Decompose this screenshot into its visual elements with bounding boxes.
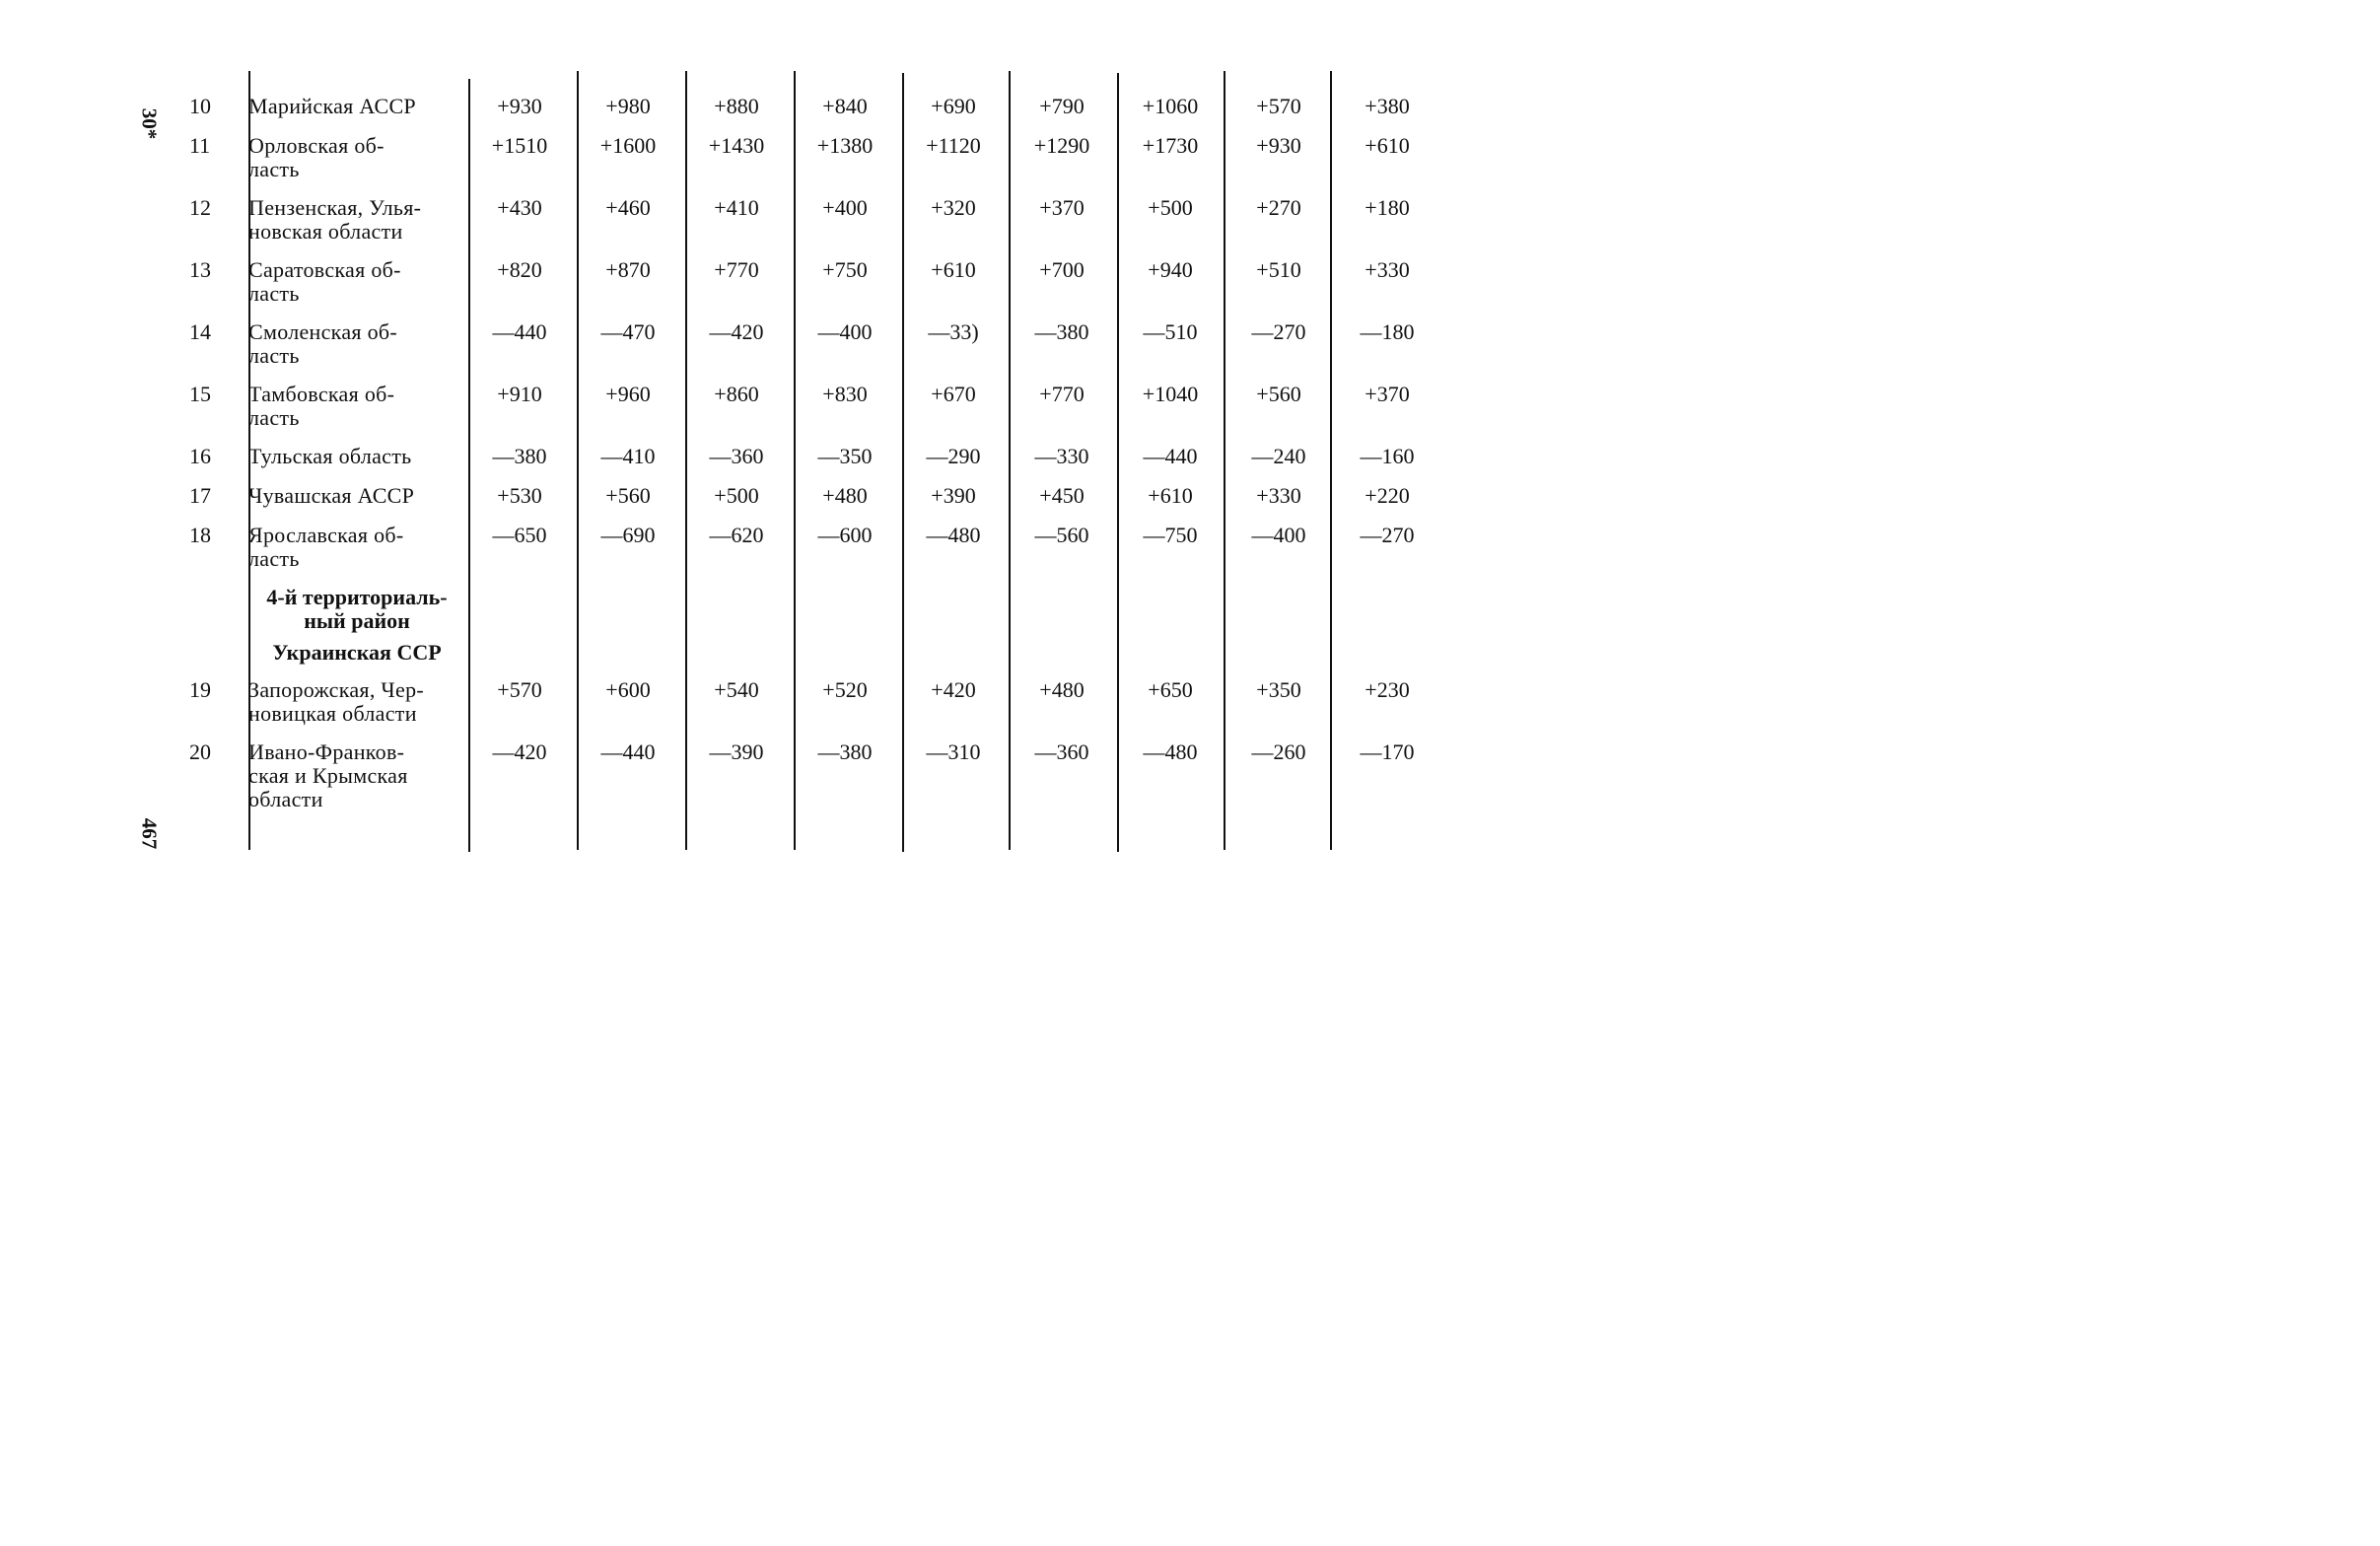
value-cell: +610 [931, 257, 976, 282]
value-cell: —690 [600, 523, 656, 547]
value-cell: —270 [1251, 319, 1306, 344]
region-name: Орловская об- ласть [248, 133, 385, 181]
value-cell: +570 [497, 677, 542, 702]
region-name: Ивано-Франков- ская и Крымская области [248, 739, 408, 811]
value-cell: +770 [714, 257, 759, 282]
empty-cell [899, 641, 1008, 678]
value-cell: +420 [931, 677, 976, 702]
row-number: 11 [189, 133, 211, 158]
page-signature-mark: 30* [137, 107, 162, 140]
value-cell: —360 [1034, 739, 1089, 764]
region-name: Марийская АССР [248, 94, 416, 118]
value-cell: —650 [492, 523, 547, 547]
value-cell: +700 [1039, 257, 1085, 282]
region-name: Пензенская, Улья- новская области [248, 195, 422, 244]
value-cell: +380 [1365, 94, 1410, 118]
row-number: 10 [189, 94, 211, 118]
value-cell: +230 [1365, 677, 1410, 702]
table-row [189, 258, 1441, 320]
row-number: 19 [189, 677, 211, 702]
value-cell: —33) [928, 319, 979, 344]
empty-cell [682, 641, 791, 678]
empty-cell [682, 586, 791, 641]
value-cell: +370 [1039, 195, 1085, 220]
value-cell: —270 [1360, 523, 1415, 547]
value-cell: +480 [822, 483, 868, 508]
empty-cell [1333, 586, 1441, 641]
empty-cell [1225, 586, 1333, 641]
value-cell: +820 [497, 257, 542, 282]
value-cell: +180 [1365, 195, 1410, 220]
value-cell: +960 [605, 382, 651, 406]
value-cell: +320 [931, 195, 976, 220]
value-cell: +840 [822, 94, 868, 118]
empty-cell [1008, 641, 1116, 678]
value-cell: +980 [605, 94, 651, 118]
empty-cell [899, 586, 1008, 641]
row-number: 13 [189, 257, 211, 282]
value-cell: —330 [1034, 444, 1089, 468]
section-subheading: Украинская ССР [272, 640, 442, 665]
value-cell: +1380 [816, 133, 874, 158]
row-number: 15 [189, 382, 211, 406]
region-name: Ярославская об- ласть [248, 523, 404, 571]
value-cell: +1040 [1142, 382, 1199, 406]
value-cell: +1430 [708, 133, 765, 158]
value-cell: +670 [931, 382, 976, 406]
value-cell: —400 [817, 319, 873, 344]
value-cell: +940 [1148, 257, 1193, 282]
value-cell: +520 [822, 677, 868, 702]
empty-cell [574, 641, 682, 678]
region-name: Смоленская об- ласть [248, 319, 398, 368]
empty-cell [189, 641, 248, 678]
value-cell: +610 [1365, 133, 1410, 158]
value-cell: +510 [1256, 257, 1301, 282]
empty-cell [465, 641, 574, 678]
value-cell: +560 [1256, 382, 1301, 406]
value-cell: +1730 [1142, 133, 1199, 158]
value-cell: +410 [714, 195, 759, 220]
region-name: Тульская область [248, 444, 412, 468]
empty-cell [1225, 641, 1333, 678]
value-cell: +460 [605, 195, 651, 220]
region-name: Запорожская, Чер- новицкая области [248, 677, 425, 726]
value-cell: —440 [600, 739, 656, 764]
value-cell: —470 [600, 319, 656, 344]
value-cell: +270 [1256, 195, 1301, 220]
value-cell: —350 [817, 444, 873, 468]
value-cell: +750 [822, 257, 868, 282]
empty-cell [465, 586, 574, 641]
empty-cell [574, 586, 682, 641]
value-cell: +770 [1039, 382, 1085, 406]
value-cell: +1600 [599, 133, 657, 158]
value-cell: +530 [497, 483, 542, 508]
value-cell: +480 [1039, 677, 1085, 702]
value-cell: +910 [497, 382, 542, 406]
value-cell: +450 [1039, 483, 1085, 508]
empty-cell [189, 586, 248, 641]
section-heading: 4-й территориаль- ный район [266, 585, 448, 633]
value-cell: —410 [600, 444, 656, 468]
value-cell: +330 [1256, 483, 1301, 508]
value-cell: +330 [1365, 257, 1410, 282]
empty-cell [1333, 641, 1441, 678]
table-row [189, 196, 1441, 258]
value-cell: +370 [1365, 382, 1410, 406]
value-cell: +930 [1256, 133, 1301, 158]
value-cell: +430 [497, 195, 542, 220]
value-cell: —380 [817, 739, 873, 764]
value-cell: —620 [709, 523, 764, 547]
value-cell: +220 [1365, 483, 1410, 508]
row-number: 18 [189, 523, 211, 547]
value-cell: —240 [1251, 444, 1306, 468]
value-cell: +500 [1148, 195, 1193, 220]
value-cell: +690 [931, 94, 976, 118]
table-row [189, 320, 1441, 383]
value-cell: +600 [605, 677, 651, 702]
value-cell: —380 [1034, 319, 1089, 344]
table-row [189, 445, 1441, 484]
value-cell: +1510 [491, 133, 548, 158]
value-cell: +570 [1256, 94, 1301, 118]
value-cell: —750 [1143, 523, 1198, 547]
value-cell: —380 [492, 444, 547, 468]
value-cell: +500 [714, 483, 759, 508]
value-cell: +790 [1039, 94, 1085, 118]
value-cell: +350 [1256, 677, 1301, 702]
region-name: Тамбовская об- ласть [248, 382, 395, 430]
value-cell: +540 [714, 677, 759, 702]
table-row [189, 95, 1441, 134]
table-row [189, 678, 1441, 740]
value-cell: —400 [1251, 523, 1306, 547]
value-cell: +1290 [1033, 133, 1090, 158]
value-cell: —480 [926, 523, 981, 547]
empty-cell [791, 586, 899, 641]
value-cell: +880 [714, 94, 759, 118]
value-cell: —180 [1360, 319, 1415, 344]
value-cell: —420 [492, 739, 547, 764]
value-cell: —600 [817, 523, 873, 547]
value-cell: —310 [926, 739, 981, 764]
value-cell: —440 [1143, 444, 1198, 468]
section-row [189, 586, 1441, 641]
row-number: 16 [189, 444, 211, 468]
empty-cell [1116, 641, 1225, 678]
row-number: 20 [189, 739, 211, 764]
value-cell: +650 [1148, 677, 1193, 702]
value-cell: +860 [714, 382, 759, 406]
page-number: 467 [137, 817, 162, 850]
value-cell: +610 [1148, 483, 1193, 508]
value-cell: —260 [1251, 739, 1306, 764]
value-cell: +400 [822, 195, 868, 220]
value-cell: —510 [1143, 319, 1198, 344]
table-row [189, 740, 1441, 811]
value-cell: —420 [709, 319, 764, 344]
table-row [189, 484, 1441, 524]
value-cell: +390 [931, 483, 976, 508]
value-cell: —290 [926, 444, 981, 468]
region-name: Саратовская об- ласть [248, 257, 401, 306]
empty-cell [791, 641, 899, 678]
empty-cell [1008, 586, 1116, 641]
region-name: Чувашская АССР [248, 483, 415, 508]
section-row [189, 641, 1441, 678]
value-cell: +930 [497, 94, 542, 118]
table-row [189, 383, 1441, 445]
value-cell: —390 [709, 739, 764, 764]
empty-cell [1116, 586, 1225, 641]
value-cell: —360 [709, 444, 764, 468]
value-cell: +870 [605, 257, 651, 282]
value-cell: +830 [822, 382, 868, 406]
value-cell: —440 [492, 319, 547, 344]
value-cell: —480 [1143, 739, 1198, 764]
value-cell: +560 [605, 483, 651, 508]
value-cell: —160 [1360, 444, 1415, 468]
value-cell: +1120 [926, 133, 981, 158]
document-page [0, 0, 1546, 1006]
value-cell: +1060 [1142, 94, 1199, 118]
value-cell: —170 [1360, 739, 1415, 764]
data-table [189, 95, 1441, 811]
value-cell: —560 [1034, 523, 1089, 547]
row-number: 12 [189, 195, 211, 220]
row-number: 17 [189, 483, 211, 508]
row-number: 14 [189, 319, 211, 344]
table-row [189, 524, 1441, 586]
table-row [189, 134, 1441, 196]
